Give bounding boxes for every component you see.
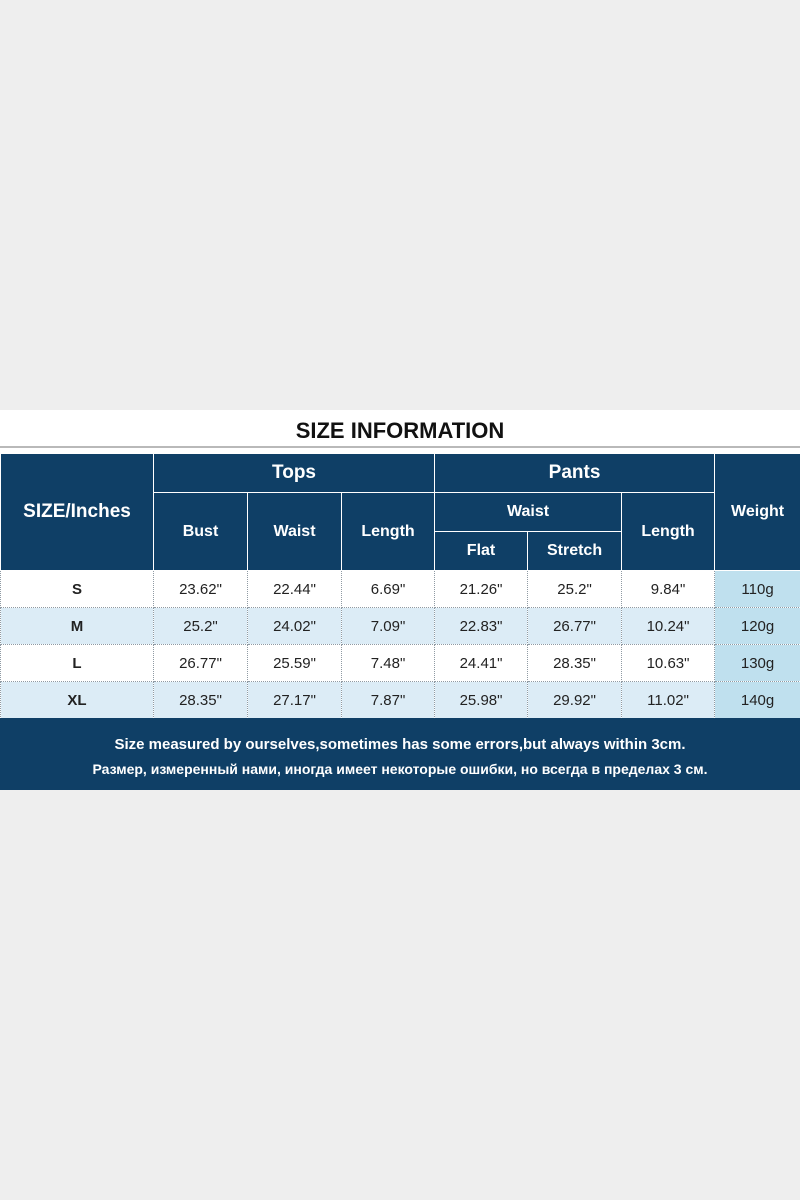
pants-length-header: Length <box>622 493 715 571</box>
size-table <box>0 453 800 719</box>
tops-length-cell: 7.09" <box>342 608 435 645</box>
tops-length-cell: 7.48" <box>342 645 435 682</box>
size-cell: S <box>1 571 154 608</box>
pants-length-cell: 9.84" <box>622 571 715 608</box>
title-divider <box>0 446 800 448</box>
stretch-cell: 25.2" <box>528 571 622 608</box>
note-english: Size measured by ourselves,sometimes has some errors,but always within 3cm. <box>114 736 686 753</box>
bust-cell: 25.2" <box>154 608 248 645</box>
tops-length-header: Length <box>342 493 435 571</box>
stretch-cell: 29.92" <box>528 682 622 719</box>
bust-cell: 23.62" <box>154 571 248 608</box>
weight-cell: 120g <box>715 608 800 645</box>
size-header: SIZE/Inches <box>1 454 154 571</box>
measurement-note <box>0 718 800 790</box>
tops-waist-cell: 24.02" <box>248 608 342 645</box>
tops-waist-cell: 27.17" <box>248 682 342 719</box>
size-cell: M <box>1 608 154 645</box>
weight-cell: 140g <box>715 682 800 719</box>
flat-cell: 21.26" <box>435 571 528 608</box>
size-cell: XL <box>1 682 154 719</box>
bust-cell: 26.77" <box>154 645 248 682</box>
flat-header: Flat <box>435 532 528 571</box>
tops-length-cell: 7.87" <box>342 682 435 719</box>
flat-cell: 25.98" <box>435 682 528 719</box>
flat-cell: 22.83" <box>435 608 528 645</box>
pants-length-cell: 10.24" <box>622 608 715 645</box>
header-row-1 <box>1 454 800 493</box>
table-row <box>1 571 800 608</box>
pants-header: Pants <box>435 454 715 493</box>
weight-header: Weight <box>715 454 800 571</box>
bust-cell: 28.35" <box>154 682 248 719</box>
stretch-cell: 28.35" <box>528 645 622 682</box>
size-cell: L <box>1 645 154 682</box>
table-row <box>1 608 800 645</box>
pants-waist-header: Waist <box>435 493 622 532</box>
chart-title: SIZE INFORMATION <box>295 418 505 443</box>
flat-cell: 24.41" <box>435 645 528 682</box>
stretch-cell: 26.77" <box>528 608 622 645</box>
tops-header: Tops <box>154 454 435 493</box>
size-chart <box>0 410 800 790</box>
table-row <box>1 645 800 682</box>
tops-waist-cell: 25.59" <box>248 645 342 682</box>
pants-length-cell: 10.63" <box>622 645 715 682</box>
stretch-header: Stretch <box>528 532 622 571</box>
tops-waist-cell: 22.44" <box>248 571 342 608</box>
note-russian: Размер, измеренный нами, иногда имеет некоторые ошибки, но всегда в пределах 3 см. <box>92 761 708 777</box>
table-row <box>1 682 800 719</box>
weight-cell: 130g <box>715 645 800 682</box>
tops-waist-header: Waist <box>248 493 342 571</box>
pants-length-cell: 11.02" <box>622 682 715 719</box>
weight-cell: 110g <box>715 571 800 608</box>
tops-length-cell: 6.69" <box>342 571 435 608</box>
bust-header: Bust <box>154 493 248 571</box>
